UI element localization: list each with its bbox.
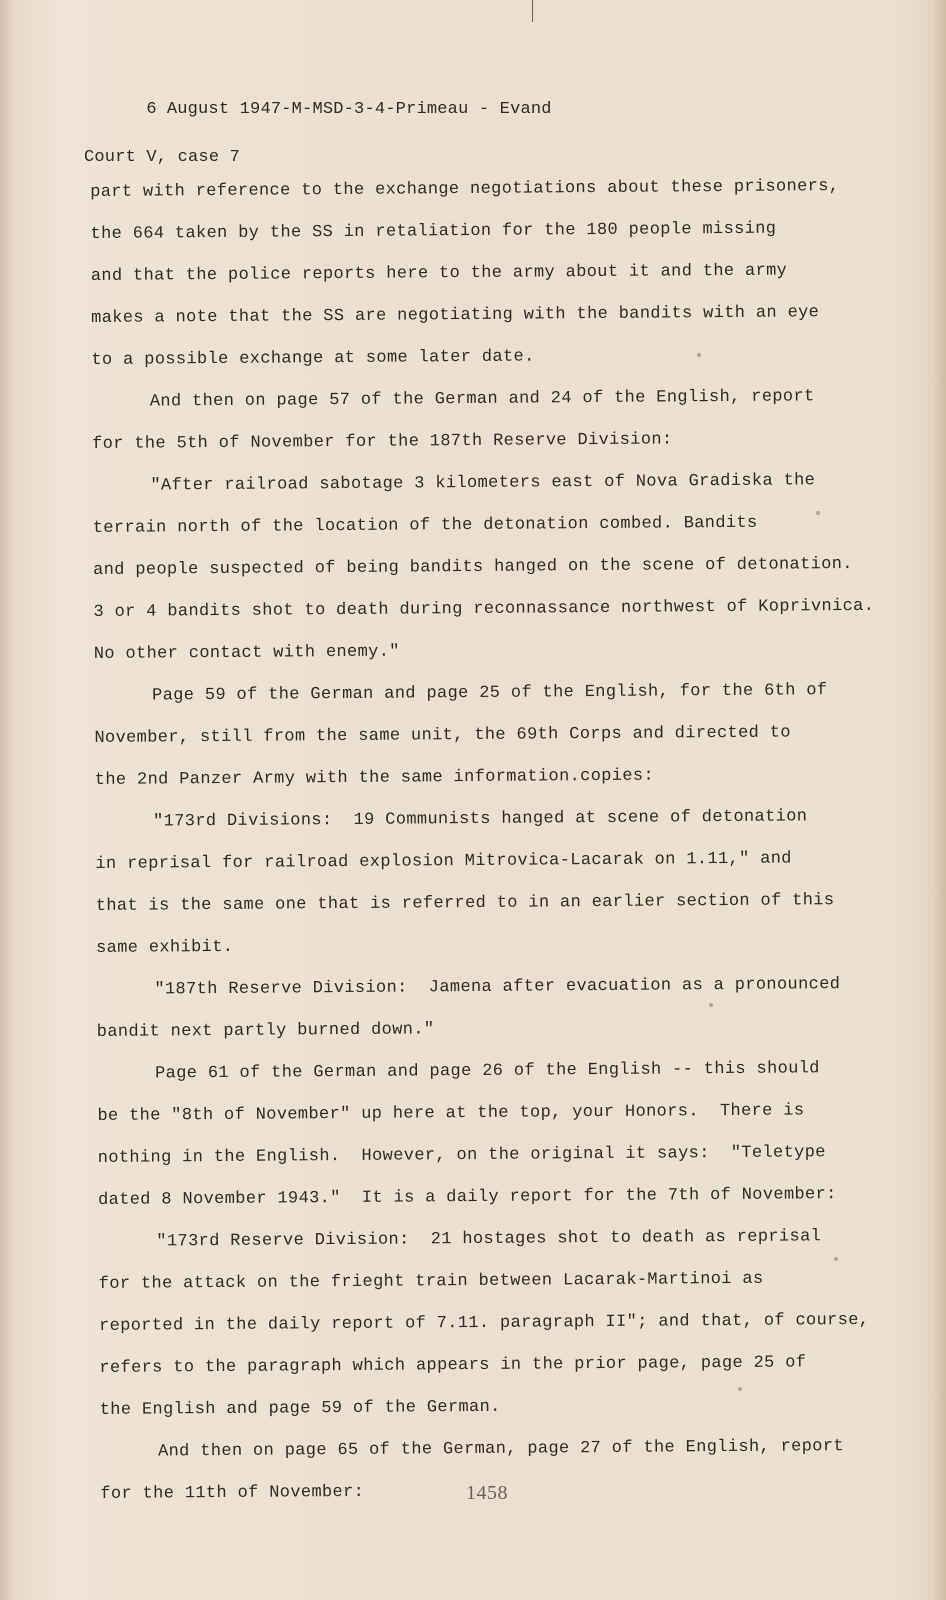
transcript-line: the English and page 59 of the German. [99, 1397, 501, 1420]
transcript-line: that is the same one that is referred to in an earlier section of this [95, 891, 835, 916]
transcript-line: refers to the paragraph which appears in the prior page, page 25 of [99, 1353, 807, 1378]
page-stamp-number: 1458 [466, 1482, 508, 1504]
paper-speck [709, 1003, 713, 1007]
reference-text: August 1947-M-MSD-3-4-Primeau - Evand [166, 100, 552, 119]
transcript-line: Page 61 of the German and page 26 of the English -- this should [155, 1059, 820, 1084]
paper-speck [816, 511, 820, 515]
right-paper-shadow [932, 0, 946, 1600]
transcript-line: be the "8th of November" up here at the top, your Honors. There is [97, 1101, 805, 1126]
paper-speck [834, 1257, 838, 1261]
transcript-line: And then on page 57 of the German and 24 of the English, report [149, 387, 815, 412]
header-reference-line [84, 74, 552, 146]
transcript-line: "173rd Reserve Division: 21 hostages shot to death as reprisal [156, 1227, 822, 1252]
transcript-line: and that the police reports here to the army about it and the army [90, 261, 788, 286]
transcript-line: same exhibit. [96, 937, 234, 958]
transcript-line: terrain north of the location of the detonation combed. Bandits [92, 513, 758, 538]
paper-speck [738, 1387, 742, 1391]
paper-speck [697, 353, 701, 357]
transcript-line: for the 11th of November: [100, 1482, 365, 1504]
transcript-line: and people suspected of being bandits hanged on the scene of detonation. [93, 555, 853, 580]
top-registration-mark [532, 0, 533, 22]
transcript-line: "187th Reserve Division: Jamena after evacuation as a pronounced [154, 975, 841, 1000]
page-number: 6 [146, 100, 157, 119]
transcript-line: "173rd Divisions: 19 Communists hanged at scene of detonation [153, 807, 808, 832]
transcript-line: the 664 taken by the SS in retaliation for the 180 people missing [90, 219, 777, 244]
court-case-line: Court V, case 7 [84, 148, 241, 167]
transcript-line: the 2nd Panzer Army with the same information.copies: [94, 766, 655, 790]
document-header [84, 74, 552, 170]
transcript-line: nothing in the English. However, on the original it says: "Teletype [97, 1143, 826, 1168]
transcript-line: for the 5th of November for the 187th Reserve Division: [92, 430, 673, 454]
transcript-line: makes a note that the SS are negotiating with the bandits with an eye [91, 303, 820, 328]
left-paper-shadow [0, 0, 14, 1600]
transcript-line: bandit next partly burned down." [96, 1020, 435, 1042]
transcript-line: reported in the daily report of 7.11. paragraph II"; and that, of course, [98, 1310, 870, 1336]
transcript-line: Page 59 of the German and page 25 of the English, for the 6th of [152, 681, 828, 706]
transcript-body [90, 166, 881, 1516]
transcript-line: And then on page 65 of the German, page 27 of the English, report [157, 1437, 844, 1462]
transcript-line: 3 or 4 bandits shot to death during reconnassance northwest of Koprivnica. [93, 596, 875, 622]
transcript-line: in reprisal for railroad explosion Mitrovica-Lacarak on 1.11," and [95, 849, 792, 874]
transcript-line: part with reference to the exchange negotiations about these prisoners, [90, 177, 840, 202]
transcript-line: dated 8 November 1943." It is a daily report for the 7th of November: [98, 1185, 837, 1210]
transcript-line: No other contact with enemy." [93, 642, 400, 664]
transcript-line: November, still from the same unit, the 69th Corps and directed to [94, 723, 791, 748]
transcript-line: for the attack on the frieght train between Lacarak-Martinoi as [98, 1269, 764, 1294]
transcript-line: "After railroad sabotage 3 kilometers east of Nova Gradiska the [150, 471, 816, 496]
transcript-line: to a possible exchange at some later date. [91, 347, 535, 370]
